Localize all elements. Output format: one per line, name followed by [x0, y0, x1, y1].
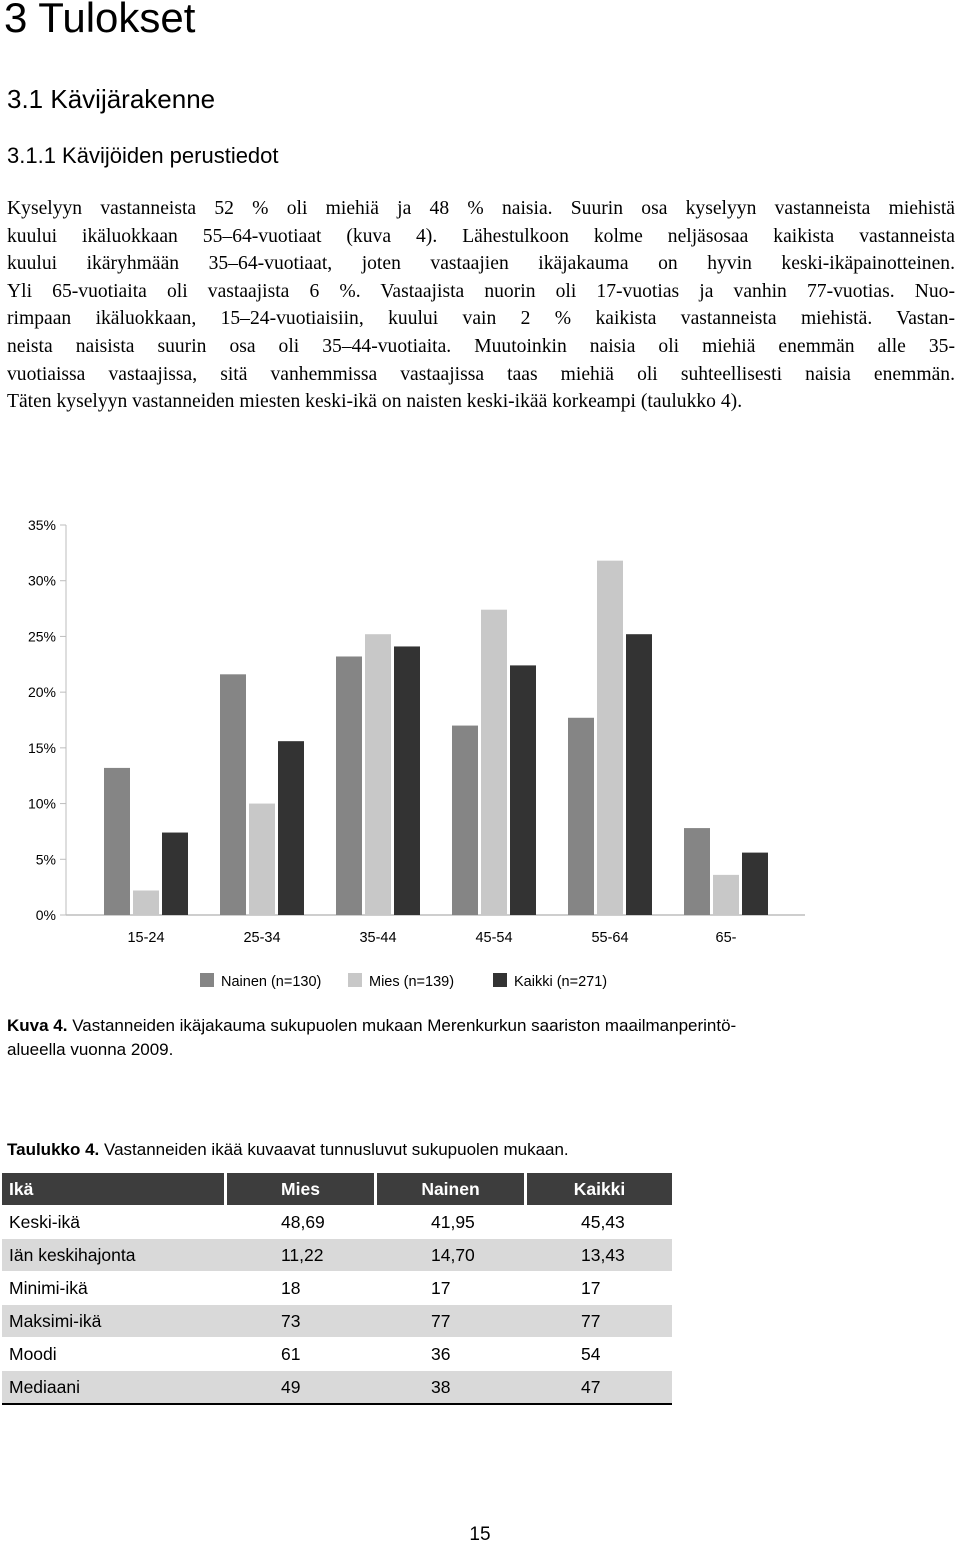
table-row — [2, 1205, 672, 1238]
bar — [452, 726, 478, 915]
table-header-cell: Mies — [227, 1173, 377, 1205]
paragraph-line: Täten kyselyyn vastanneiden miesten keski-ikä on naisten keski-ikää korkeampi (taulukko 4). — [7, 391, 743, 413]
table-cell: Mediaani — [2, 1370, 227, 1405]
table-cell: 13,43 — [527, 1238, 672, 1271]
page-number: 15 — [469, 1524, 491, 1545]
table-cell: 48,69 — [227, 1205, 377, 1238]
table-cell: Maksimi-ikä — [2, 1304, 227, 1337]
paragraph-line: kuului ikäryhmään 35–64-vuotiaat, joten vastaajien ikäjakauma on hyvin keski-ikäpainotteinen. — [7, 253, 955, 275]
legend-label: Kaikki (n=271) — [514, 974, 608, 990]
legend-swatch — [493, 973, 507, 987]
y-tick-label: 30% — [27, 572, 56, 589]
table-cell: 18 — [227, 1271, 377, 1304]
legend-swatch — [348, 973, 362, 987]
table-cell: 61 — [227, 1337, 377, 1370]
table-cell: 73 — [227, 1304, 377, 1337]
bar — [713, 875, 739, 915]
x-tick-label: 55-64 — [591, 930, 629, 946]
legend-label: Nainen (n=130) — [221, 974, 322, 990]
table-cell: 77 — [527, 1304, 672, 1337]
table-row — [2, 1370, 672, 1405]
paragraph-line: kuului ikäluokkaan 55–64-vuotiaat (kuva 4). Lähestulkoon kolme neljäsosaa kaikista vastanneista — [7, 225, 955, 247]
bar — [597, 561, 623, 915]
legend-swatch — [200, 973, 214, 987]
table-header-cell: Ikä — [2, 1173, 227, 1205]
table-caption — [7, 1138, 569, 1162]
table-cell: 54 — [527, 1337, 672, 1370]
bar — [162, 833, 188, 915]
x-tick-label: 45-54 — [475, 930, 513, 946]
subsection-heading: 3.1.1 Kävijöiden perustiedot — [7, 143, 279, 168]
paragraph-line: vuotiaissa vastaajissa, sitä vanhemmissa vastaajissa taas miehiä oli suhteellisesti naisia enemmän. — [7, 363, 955, 385]
bar — [365, 634, 391, 915]
figure-caption-text-cont: alueella vuonna 2009. — [7, 1040, 174, 1059]
bar — [684, 828, 710, 915]
bar — [104, 768, 130, 915]
y-tick-label: 5% — [35, 851, 56, 868]
table-header-cell: Kaikki — [527, 1173, 672, 1205]
figure-caption-text: Vastanneiden ikäjakauma sukupuolen mukaan Merenkurkun saariston maailmanperintö- — [67, 1016, 737, 1035]
y-tick-label: 0% — [35, 907, 56, 923]
table-row — [2, 1304, 672, 1337]
bar — [481, 610, 507, 915]
chapter-heading: 3 Tulokset — [4, 0, 196, 41]
table-cell: 38 — [377, 1370, 527, 1405]
statistics-table — [2, 1173, 672, 1405]
table-cell: 45,43 — [527, 1205, 672, 1238]
x-tick-label: 15-24 — [127, 930, 165, 946]
bar — [394, 646, 420, 915]
table-header-row — [2, 1173, 672, 1205]
age-distribution-bar-chart — [0, 500, 960, 1005]
y-tick-label: 15% — [27, 739, 56, 756]
table-row — [2, 1271, 672, 1304]
x-tick-label: 65- — [715, 930, 737, 946]
table-cell: 47 — [527, 1370, 672, 1405]
bar — [626, 634, 652, 915]
table-row — [2, 1238, 672, 1271]
bar — [133, 890, 159, 915]
table-cell: 17 — [377, 1271, 527, 1304]
figure-caption-label: Kuva 4. — [7, 1016, 68, 1035]
bar — [249, 804, 275, 915]
paragraph-line: Kyselyyn vastanneista 52 % oli miehiä ja 48 % naisia. Suurin osa kyselyyn vastanneista miehistä — [7, 198, 955, 219]
bar — [510, 665, 536, 915]
table-cell: 36 — [377, 1337, 527, 1370]
bar — [336, 656, 362, 915]
table-cell: Iän keskihajonta — [2, 1238, 227, 1271]
body-paragraph — [7, 195, 955, 416]
table-cell: Minimi-ikä — [2, 1271, 227, 1304]
table-cell: 77 — [377, 1304, 527, 1337]
table-cell: Moodi — [2, 1337, 227, 1370]
paragraph-line: Yli 65-vuotiaita oli vastaajista 6 %. Vastaajista nuorin oli 17-vuotias ja vanhin 77-vuotias. Nuo- — [7, 280, 955, 302]
table-caption-label: Taulukko 4. — [7, 1140, 100, 1159]
y-tick-label: 10% — [27, 795, 56, 812]
bar — [568, 718, 594, 915]
bar — [742, 853, 768, 915]
paragraph-line: neista naisista suurin osa oli 35–44-vuotiaita. Muutoinkin naisia oli miehiä enemmän alle 35- — [7, 335, 955, 357]
table-row — [2, 1337, 672, 1370]
table-cell: 17 — [527, 1271, 672, 1304]
table-cell: Keski-ikä — [2, 1205, 227, 1238]
legend-label: Mies (n=139) — [369, 974, 455, 990]
figure-caption — [7, 1014, 736, 1062]
bar — [278, 741, 304, 915]
paragraph-line: rimpaan ikäluokkaan, 15–24-vuotiaisiin, kuului vain 2 % kaikista vastanneista miehistä. Vastan- — [7, 308, 955, 330]
y-tick-label: 20% — [27, 684, 56, 701]
table-cell: 49 — [227, 1370, 377, 1405]
table-caption-text: Vastanneiden ikää kuvaavat tunnusluvut sukupuolen mukaan. — [99, 1140, 569, 1159]
x-tick-label: 35-44 — [359, 930, 397, 946]
bar — [220, 674, 246, 915]
x-tick-label: 25-34 — [243, 930, 281, 946]
y-tick-label: 25% — [27, 628, 56, 645]
table-cell: 14,70 — [377, 1238, 527, 1271]
y-tick-label: 35% — [27, 517, 56, 533]
table-cell: 11,22 — [227, 1238, 377, 1271]
section-heading: 3.1 Kävijärakenne — [7, 84, 216, 114]
table-header-cell: Nainen — [377, 1173, 527, 1205]
table-cell: 41,95 — [377, 1205, 527, 1238]
